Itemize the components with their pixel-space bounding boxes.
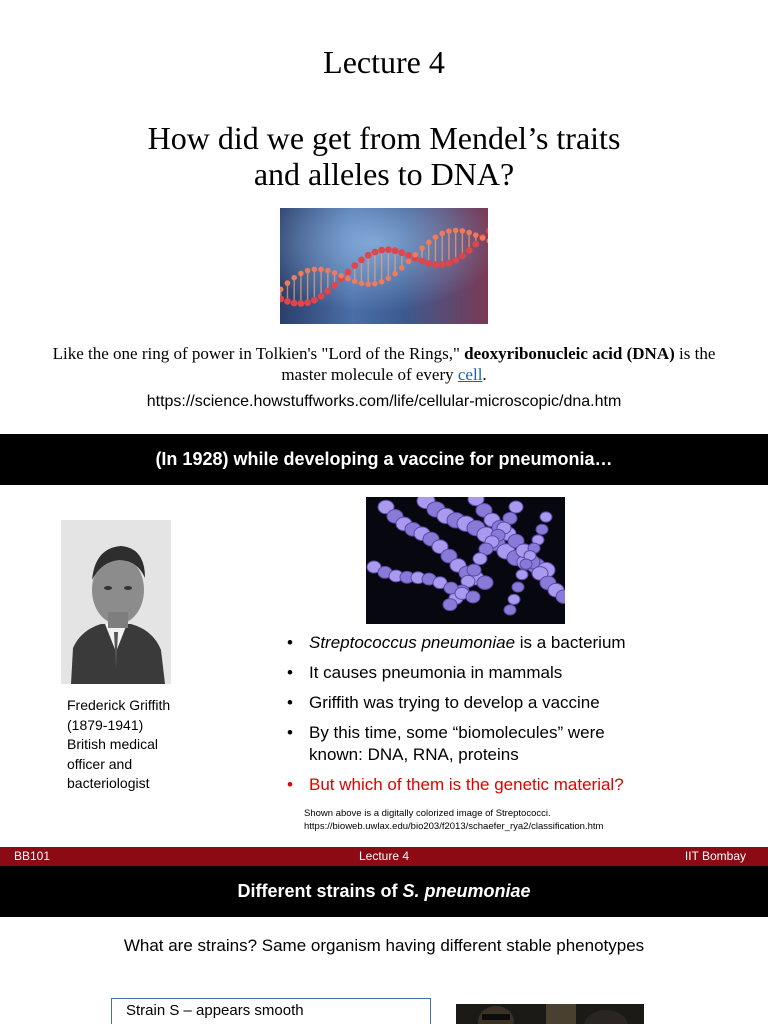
- species-name: Streptococcus pneumoniae: [309, 633, 516, 652]
- caption-line: officer and: [67, 755, 133, 772]
- helix-bead: [365, 252, 372, 259]
- strains-question: What are strains? Same organism having different stable phenotypes: [123, 936, 645, 955]
- helix-bead: [285, 280, 291, 286]
- main-question: [0, 120, 768, 192]
- helix-bead: [446, 260, 453, 267]
- helix-bead: [473, 232, 479, 238]
- helix-bead: [386, 276, 392, 282]
- dna-helix-image: [280, 208, 488, 324]
- helix-bead: [385, 246, 392, 253]
- helix-bead: [291, 275, 297, 281]
- helix-bead: [425, 260, 432, 267]
- coccus-cell: [516, 570, 528, 580]
- helix-bead: [392, 247, 399, 254]
- helix-bead: [399, 265, 405, 271]
- helix-bead: [372, 281, 378, 287]
- helix-bead: [433, 234, 439, 240]
- helix-bead: [452, 257, 459, 264]
- helix-bead: [453, 228, 459, 234]
- quote-text-2: is the master molecule of every: [281, 344, 716, 384]
- helix-bead: [406, 259, 412, 265]
- credit-url: https://bioweb.uwlax.edu/bio203/f2013/schaefer_rya2/classification.htm: [304, 821, 604, 832]
- dna-quote: [40, 343, 728, 385]
- coccus-cell: [520, 559, 532, 569]
- bullet-line: known: DNA, RNA, proteins: [309, 745, 519, 764]
- helix-bead: [324, 288, 331, 295]
- quote-bold-term: deoxyribonucleic acid (DNA): [464, 344, 675, 363]
- helix-bead: [351, 262, 358, 269]
- helix-bead: [325, 268, 331, 274]
- main-question-line-1: How did we get from Mendel’s traits: [147, 120, 621, 156]
- helix-bead: [419, 258, 426, 265]
- helix-bead: [311, 297, 318, 304]
- image-credit: [304, 807, 744, 833]
- helix-bead: [398, 249, 405, 256]
- credit-line: Shown above is a digitally colorized image of Streptococci.: [304, 808, 551, 819]
- lecture-title: Lecture 4: [323, 44, 445, 80]
- coccus-cell: [504, 605, 516, 615]
- griffith-caption: [67, 696, 217, 794]
- caption-line: (1879-1941): [67, 716, 144, 733]
- helix-bead: [298, 300, 305, 307]
- helix-bead: [426, 239, 432, 245]
- helix-bead: [291, 300, 298, 307]
- helix-bead: [439, 261, 446, 268]
- helix-bead: [460, 228, 466, 234]
- helix-bead: [359, 280, 365, 286]
- coccus-cell: [473, 553, 487, 565]
- bottom-photo: [456, 1004, 644, 1024]
- caption-line: British medical: [67, 736, 159, 752]
- coccus-cell: [467, 564, 481, 576]
- main-question-line-2: and alleles to DNA?: [253, 156, 515, 192]
- coccus-cell: [512, 582, 524, 592]
- coccus-cell: [466, 591, 480, 603]
- caption-line: Frederick Griffith: [67, 697, 171, 713]
- helix-bead: [459, 252, 466, 259]
- helix-bead: [312, 266, 318, 272]
- coccus-cell: [508, 594, 520, 604]
- helix-bead: [358, 256, 365, 263]
- bullet-text: is a bacterium: [515, 633, 626, 652]
- coccus-cell: [540, 512, 552, 522]
- helix-bead: [352, 279, 358, 285]
- footer-institution: IIT Bombay: [684, 849, 746, 863]
- helix-bead: [318, 267, 324, 273]
- caption-line: bacteriologist: [67, 775, 150, 791]
- helix-bead: [365, 281, 371, 287]
- footer-course-code: BB101: [14, 849, 51, 863]
- helix-bead: [338, 273, 344, 279]
- source-url: https://science.howstuffworks.com/life/cellular-microscopic/dna.htm: [146, 393, 622, 410]
- helix-bead: [379, 279, 385, 285]
- helix-bead: [318, 293, 325, 300]
- quote-text: Like the one ring of power in Tolkien's "Lord of the Rings,": [52, 344, 465, 363]
- helix-bead: [345, 269, 352, 276]
- helix-bead: [439, 231, 445, 237]
- bullet-genetic-material: • But which of them is the genetic material?: [287, 774, 707, 796]
- helix-bead: [305, 268, 311, 274]
- coccus-cell: [477, 576, 493, 590]
- coccus-cell: [536, 524, 548, 534]
- helix-bead: [466, 247, 473, 254]
- griffith-portrait: [61, 520, 171, 684]
- helix-bead: [378, 247, 385, 254]
- slide-banner-1928: (In 1928) while developing a vaccine for pneumonia…: [0, 434, 768, 485]
- banner-species: S. pneumoniae: [402, 881, 531, 901]
- helix-bead: [480, 235, 486, 241]
- streptococcus-bullets: [287, 632, 707, 804]
- slide-footer: [0, 847, 768, 866]
- slide-banner-strains: [0, 866, 768, 917]
- helix-bead: [446, 228, 452, 234]
- quote-end: .: [482, 365, 487, 384]
- bullet-pneumonia: • It causes pneumonia in mammals: [287, 662, 707, 684]
- bullet-bacterium: [287, 632, 707, 654]
- helix-bead: [472, 241, 479, 248]
- coccus-cell: [443, 599, 457, 611]
- helix-bead: [304, 299, 311, 306]
- helix-bead: [412, 252, 418, 258]
- helix-bead: [372, 249, 379, 256]
- strain-s-box: [111, 998, 431, 1024]
- coccus-cell: [509, 501, 523, 513]
- banner-text: Different strains of: [237, 881, 403, 901]
- cell-link[interactable]: cell: [457, 365, 483, 384]
- helix-bead: [466, 230, 472, 236]
- helix-bead: [284, 298, 291, 305]
- helix-bead: [331, 282, 338, 289]
- strain-s-label: Strain S – appears smooth: [126, 1002, 304, 1019]
- footer-lecture: Lecture 4: [358, 849, 410, 863]
- streptococcus-image: [366, 497, 565, 624]
- bullet-vaccine: • Griffith was trying to develop a vaccine: [287, 692, 707, 714]
- helix-bead: [419, 245, 425, 251]
- helix-bead: [432, 261, 439, 268]
- bullet-line: • By this time, some “biomolecules” were: [309, 723, 605, 742]
- helix-bead: [332, 270, 338, 276]
- helix-bead: [298, 271, 304, 277]
- helix-bead: [392, 271, 398, 277]
- helix-bead: [345, 276, 351, 282]
- helix-bead: [405, 252, 412, 259]
- bullet-biomolecules: [287, 722, 707, 766]
